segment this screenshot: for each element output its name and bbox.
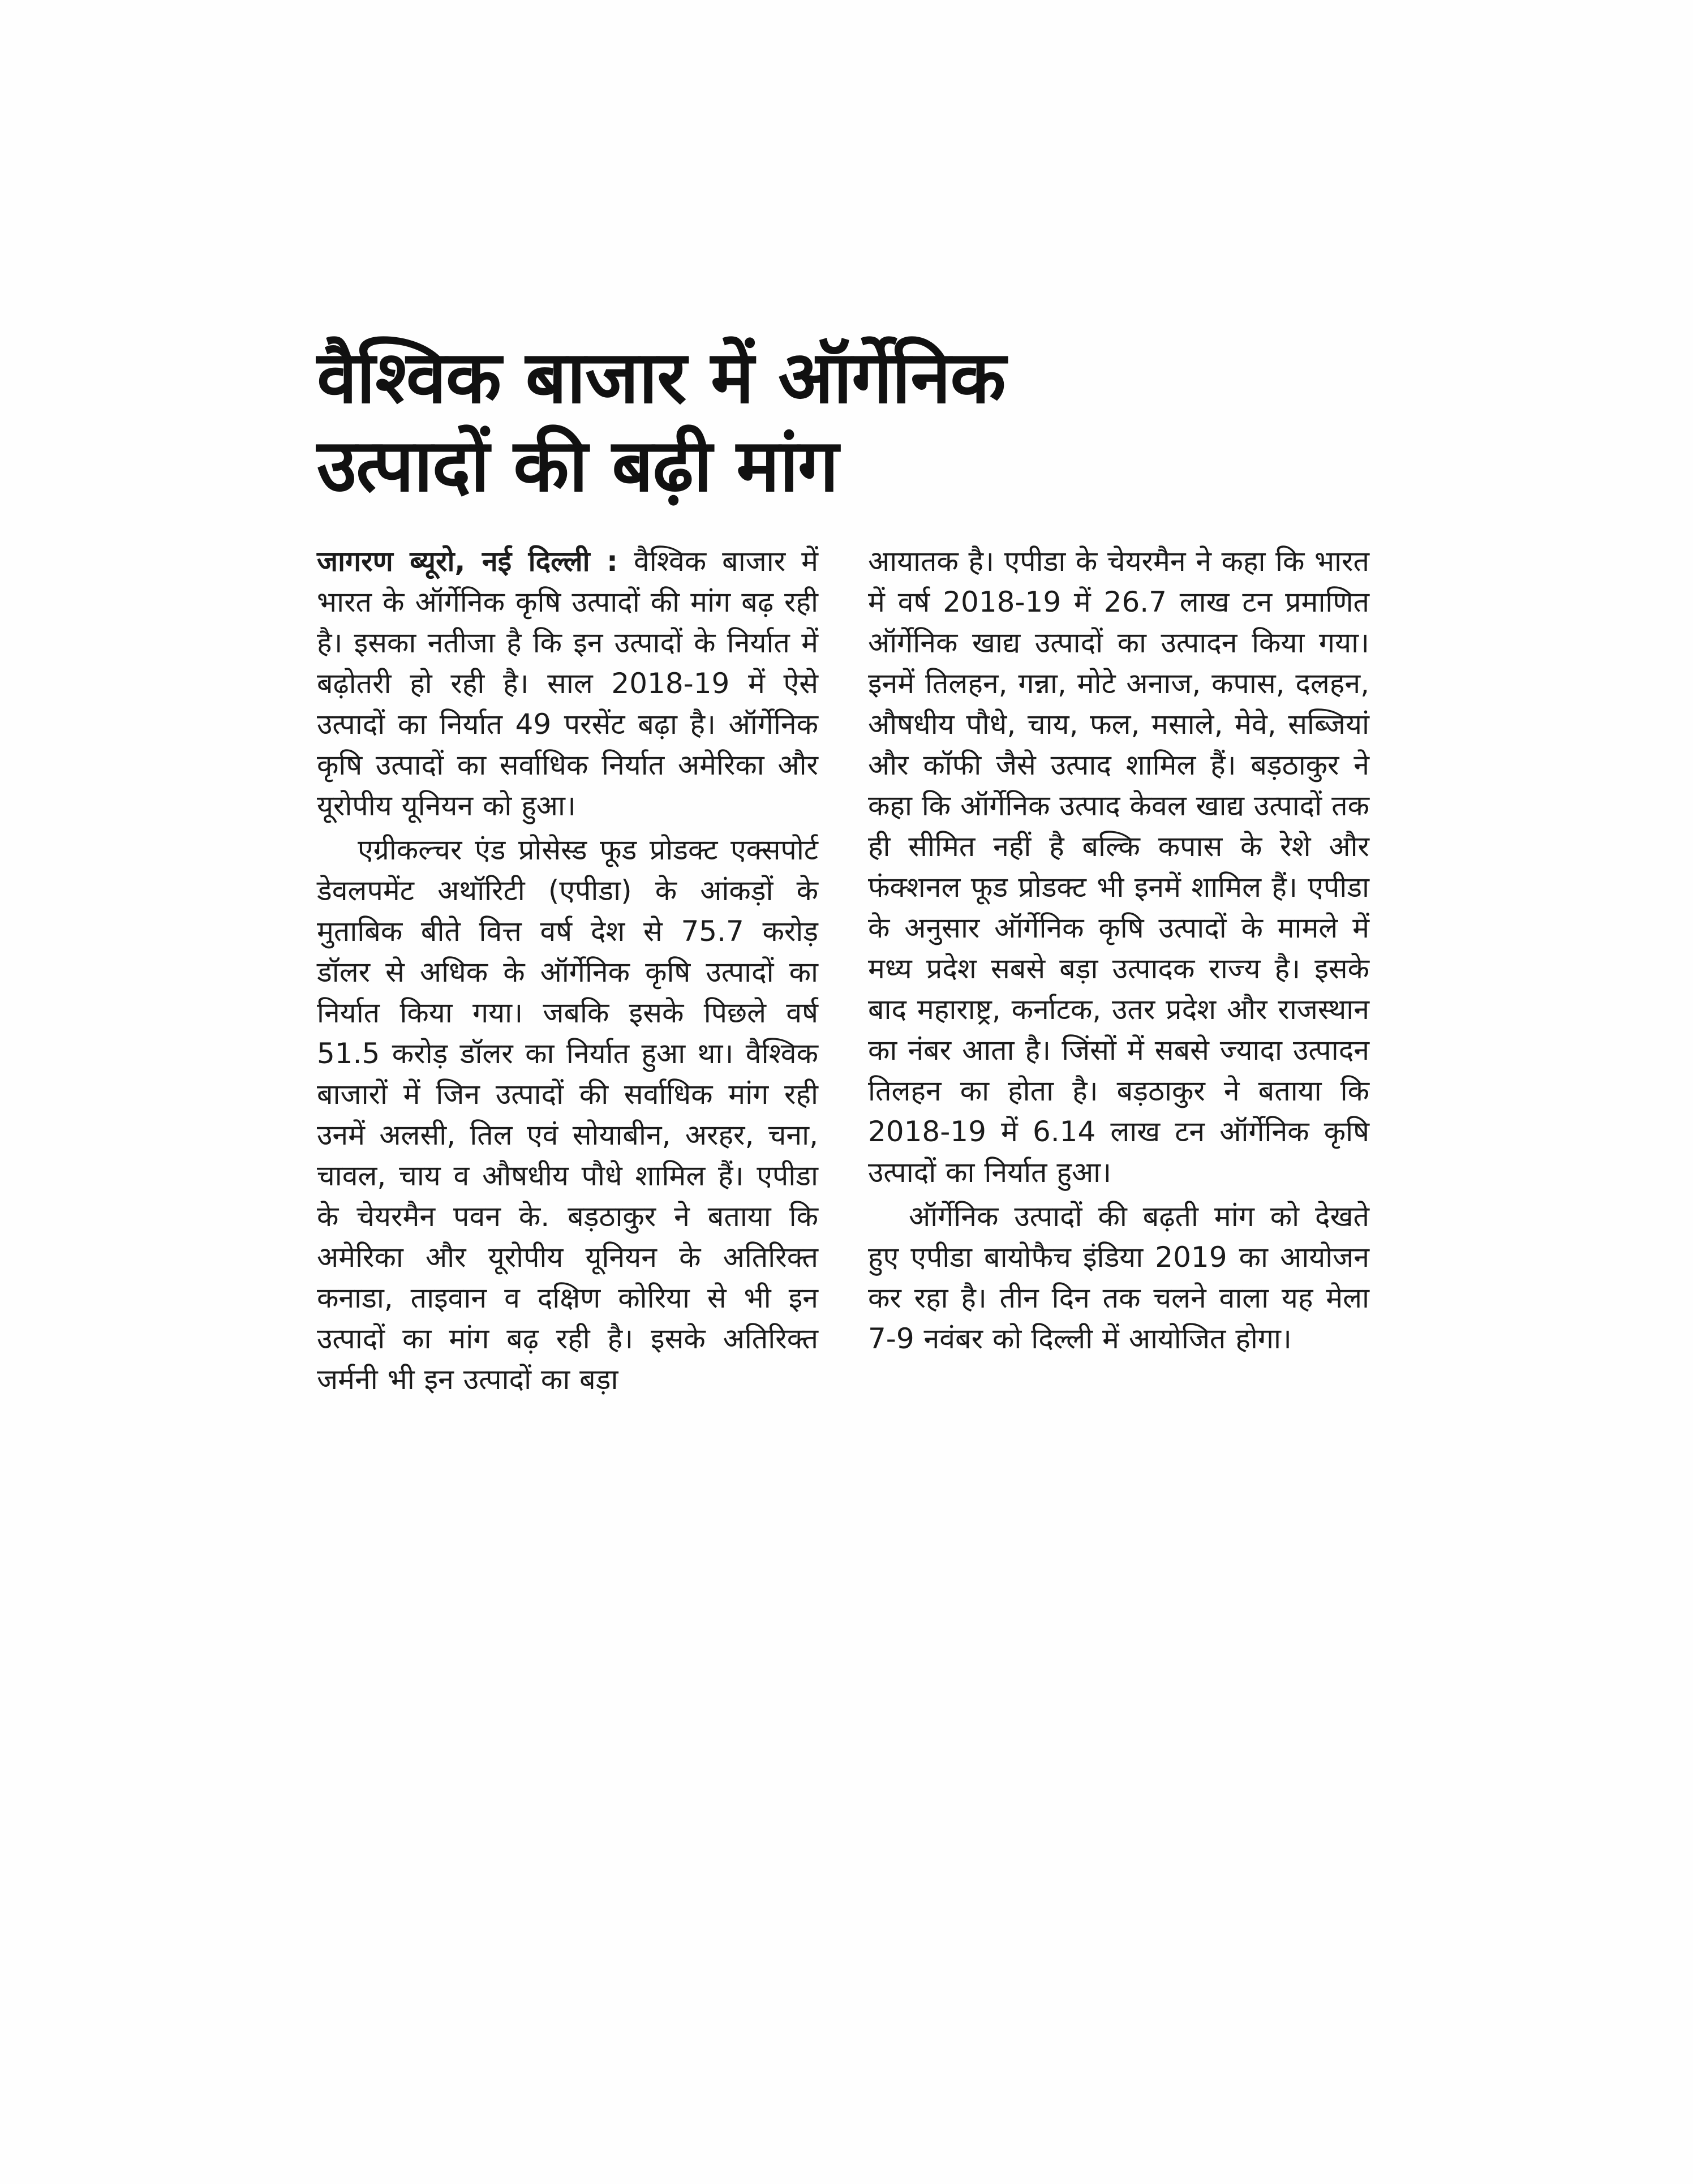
newspaper-article xyxy=(317,334,1392,1437)
paragraph-text: वैश्विक बाजार में भारत के ऑर्गेनिक कृषि उत्पादों की मांग बढ़ रही है। इसका नतीजा है कि इन उत्पादों के निर्यात में बढ़ोतरी हो रही है। साल 2018-19 में ऐसे उत्पादों का निर्यात 49 परसेंट बढ़ा है। ऑर्गेनिक कृषि उत्पादों का सर्वाधिक निर्यात अमेरिका और यूरोपीय यूनियन को हुआ। xyxy=(317,545,818,823)
paragraph: एग्रीकल्चर एंड प्रोसेस्ड फूड प्रोडक्ट एक्सपोर्ट डेवलपमेंट अथॉरिटी (एपीडा) के आंकड़ों के मुताबिक बीते वित्त वर्ष देश से 75.7 करोड़ डॉलर से अधिक के ऑर्गेनिक कृषि उत्पादों का निर्यात किया गया। जबकि इसके पिछले वर्ष 51.5 करोड़ डॉलर का निर्यात हुआ था। वैश्विक बाजारों में जिन उत्पादों की सर्वाधिक मांग रही उनमें अलसी, तिल एवं सोयाबीन, अरहर, चना, चावल, चाय व औषधीय पौधे शामिल हैं। एपीडा के चेयरमैन पवन के. बड़ठाकुर ने बताया कि अमेरिका और यूरोपीय यूनियन के अतिरिक्त कनाडा, ताइवान व दक्षिण कोरिया से भी इन उत्पादों का मांग बढ़ रही है। इसके अतिरिक्त जर्मनी भी इन उत्पादों का बड़ा xyxy=(317,833,818,1396)
article-column-left xyxy=(317,541,818,1403)
paragraph: ऑर्गेनिक उत्पादों की बढ़ती मांग को देखते हुए एपीडा बायोफैच इंडिया 2019 का आयोजन कर रहा है। तीन दिन तक चलने वाला यह मेला 7-9 नवंबर को दिल्ली में आयोजित होगा। xyxy=(868,1200,1369,1356)
article-columns xyxy=(317,541,1369,1403)
page-title xyxy=(317,334,1352,510)
bottom-spacer xyxy=(317,1403,1392,1437)
headline-line-2: उत्पादों की बढ़ी मांग xyxy=(317,424,839,509)
paragraph: आयातक है। एपीडा के चेयरमैन ने कहा कि भारत में वर्ष 2018-19 में 26.7 लाख टन प्रमाणित ऑर्गेनिक खाद्य उत्पादों का उत्पादन किया गया। इनमें तिलहन, गन्ना, मोटे अनाज, कपास, दलहन, औषधीय पौधे, चाय, फल, मसाले, मेवे, सब्जियां और कॉफी जैसे उत्पाद शामिल हैं। बड़ठाकुर ने कहा कि ऑर्गेनिक उत्पाद केवल खाद्य उत्पादों तक ही सीमित नहीं है बल्कि कपास के रेशे और फंक्शनल फूड प्रोडक्ट भी इनमें शामिल हैं। एपीडा के अनुसार ऑर्गेनिक कृषि उत्पादों के मामले में मध्य प्रदेश सबसे बड़ा उत्पादक राज्य है। इसके बाद महाराष्ट्र, कर्नाटक, उतर प्रदेश और राजस्थान का नंबर आता है। जिंसों में सबसे ज्यादा उत्पादन तिलहन का होता है। बड़ठाकुर ने बताया कि 2018-19 में 6.14 लाख टन ऑर्गेनिक कृषि उत्पादों का निर्यात हुआ। xyxy=(868,545,1369,1189)
article-column-right xyxy=(868,541,1369,1403)
byline: जागरण ब्यूरो, नई दिल्ली : xyxy=(317,545,618,578)
headline-line-1: वैश्विक बाजार में ऑर्गेनिक xyxy=(317,336,1006,420)
paragraph xyxy=(317,541,818,826)
